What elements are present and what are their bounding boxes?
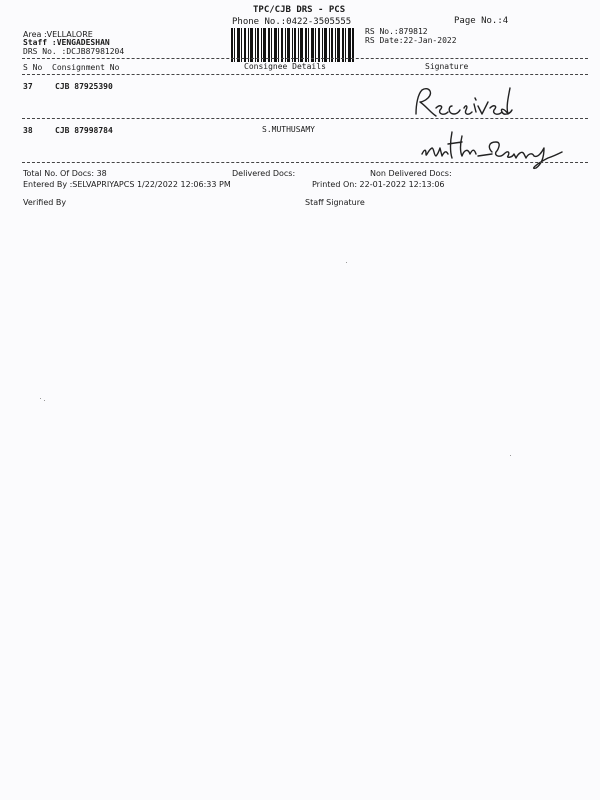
scan-speck xyxy=(40,398,41,399)
non-delivered-docs: Non Delivered Docs: xyxy=(370,169,452,178)
separator-line xyxy=(22,118,588,119)
row-sno: 37 xyxy=(23,82,33,91)
column-consignment: Consignment No xyxy=(52,63,120,72)
column-sno: S No xyxy=(23,63,43,72)
column-signature: Signature xyxy=(425,62,469,71)
received-signature xyxy=(412,84,524,120)
row-sno: 38 xyxy=(23,126,33,135)
separator-line xyxy=(22,74,588,75)
scan-speck xyxy=(510,455,511,456)
scan-speck xyxy=(44,400,45,401)
total-docs: Total No. Of Docs: 38 xyxy=(23,169,107,178)
rs-date: RS Date:22-Jan-2022 xyxy=(365,36,457,45)
row-consignment: CJB 87998784 xyxy=(55,126,113,135)
area-label: Area :VELLALORE xyxy=(23,30,93,39)
handwritten-signature xyxy=(418,128,566,170)
column-consignee: Consignee Details xyxy=(244,62,326,71)
separator-line xyxy=(22,162,588,163)
drs-number: DRS No. :DCJB87981204 xyxy=(23,47,125,56)
staff-label: Staff :VENGADESHAN xyxy=(23,38,110,47)
document-title: TPC/CJB DRS - PCS xyxy=(253,5,346,15)
page-number: Page No.:4 xyxy=(454,16,509,26)
barcode xyxy=(231,28,355,62)
staff-signature: Staff Signature xyxy=(305,198,365,207)
scan-speck xyxy=(346,262,347,263)
separator-line xyxy=(22,58,588,59)
row-consignee: S.MUTHUSAMY xyxy=(262,125,315,134)
row-consignment: CJB 87925390 xyxy=(55,82,113,91)
rs-number: RS No.:879812 xyxy=(365,27,428,36)
verified-by: Verified By xyxy=(23,198,67,207)
printed-on: Printed On: 22-01-2022 12:13:06 xyxy=(312,180,445,189)
delivered-docs: Delivered Docs: xyxy=(232,169,296,178)
phone-number: Phone No.:0422-3505555 xyxy=(232,17,352,27)
entered-by: Entered By :SELVAPRIYAPCS 1/22/2022 12:06:33 PM xyxy=(23,180,231,189)
